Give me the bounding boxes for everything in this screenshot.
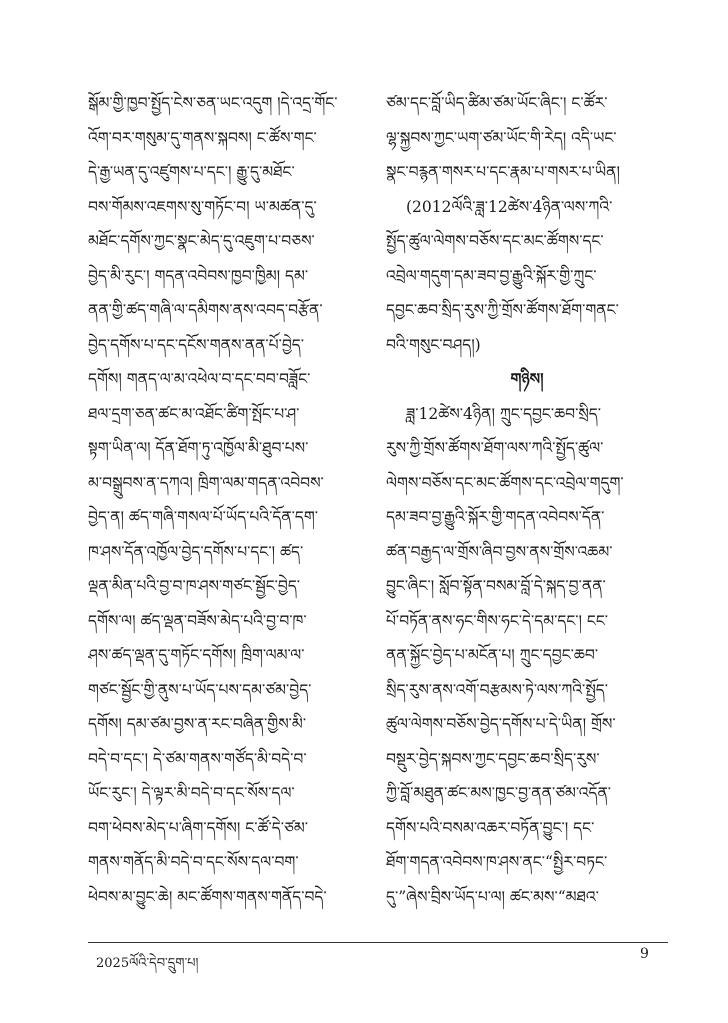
text-line: དགོས། དམ་ཙམ་བྱས་ན་རང་བཞིན་གྱིས་མི་ <box>88 715 307 733</box>
text-line: ཙམ་དང་བློ་ཡིད་ཚིམ་ཙམ་ཡོང་ཞིང་། ང་ཚོར་ <box>386 94 608 112</box>
text-line: ནན་གྱི་ཚད་གཞི་ལ་དམིགས་ནས་འབད་བརྩོན་ <box>88 301 323 319</box>
right-text-column <box>386 86 668 914</box>
text-line: དམ་ཟབ་བྱ་རྒྱུའི་སྐོར་གྱི་གདན་འབེབས་དོན་ <box>386 508 605 526</box>
text-line: སྤྱོད་ཚུལ་ལེགས་བཅོས་དང་མང་ཚོགས་དང་ <box>386 232 604 250</box>
text-line: ལྡན་མིན་པའི་བྱ་བ་ཁ་ཤས་གཙང་སྦྱོང་བྱེད་ <box>88 577 301 595</box>
text-line: འབྲེལ་གདུག་དམ་ཟབ་བྱ་རྒྱུའི་སྐོར་གྱི་ཀྲུང་ <box>386 266 597 285</box>
text-line: མ་བསྒྲུབས་ན་དཀའ། ཁྲིག་ལམ་གདན་འབེབས་ <box>88 473 324 492</box>
text-line: (2012ལོའི་ཟླ་12ཚེས་4ཉིན་ལས་ཀའི་ <box>406 197 613 216</box>
text-line: བག་ཕེབས་མེད་པ་ཞིག་དགོས། ང་ཚོ་དེ་ཙམ་ <box>88 818 308 837</box>
footer-divider <box>88 942 668 943</box>
text-line: དུ་”ཞེས་བྲིས་ཡོད་པ་ལ། ཚང་མས་“མཐའ་ <box>386 887 599 906</box>
text-line: སྲིད་རུས་ནས་འགོ་བརྩམས་ཏེ་ལས་ཀའི་སྤྱོད་ <box>386 680 609 699</box>
text-line: ལེགས་བཅོས་དང་མང་ཚོགས་དང་འབྲེལ་གདུག་ <box>386 473 624 492</box>
text-line: ཀྱི་བློ་མཐུན་ཚང་མས་ཁྱང་བྱ་ནན་ཙམ་འདོན་ <box>386 784 612 802</box>
text-line: བྱེད་ན། ཚད་གཞི་གསལ་པོ་ཡོད་པའི་དོན་དག་ <box>88 508 319 526</box>
text-line: ལྷ་སྐྱབས་ཀྱང་ཡག་ཙམ་ཡོང་གི་རེད། འདི་ཡང་ <box>386 128 617 147</box>
text-line: སྟག་ཡིན་ལ། དོན་ཐོག་ཏུ་འཁྱོལ་མི་ཐུབ་པས་ <box>88 439 309 457</box>
text-line: བདེ་བ་དང་། དེ་ཙམ་གནས་གཙོད་མི་བདེ་བ་ <box>88 749 307 768</box>
text-line: ཤས་ཚད་ལྡན་དུ་གཏོང་དགོས། ཁྲིག་ལམ་ལ་ <box>88 646 305 664</box>
left-text-column <box>88 86 370 914</box>
text-line: ཕེབས་མ་བྱུང་ཆེ། མང་ཚོགས་གནས་གནོད་བདེ་ <box>88 887 327 906</box>
text-line: ཐོག་གདན་འབེབས་ཁ་ཤས་ནང་“སྤྱིར་བཏང་ <box>386 853 608 871</box>
text-line: ཁ་ཤས་དོན་འཁྱོལ་བྱེད་དགོས་པ་དང་། ཚད་ <box>88 542 304 561</box>
page-number: 9 <box>640 946 649 962</box>
text-line: སྒོམ་གྱི་ཁྱབ་སྤྱོད་ངེས་ཅན་ཡང་འདུག །དེ་འདྲ་གོང་ <box>88 94 338 112</box>
text-line: བསྡུར་བྱེད་སྐབས་ཀྱང་དབྱང་ཆབ་སྲིད་རུས་ <box>386 749 600 768</box>
text-line: དབྱང་ཆབ་སྲིད་རུས་ཀྱི་གྲོས་ཚོགས་ཐོག་གནང་ <box>386 301 619 319</box>
text-line: ཐལ་དྲག་ཅན་ཚང་མ་འཐོང་ཚིག་སྤོང་པ་ཤ་ <box>88 404 300 423</box>
text-line: དེ་རྒྱ་ཡན་དུ་འཛུགས་པ་དང་། རྒྱུ་དུ་མཐོང་ <box>88 163 295 181</box>
text-line: ཟླ་12ཚེས་4ཉིན། ཀྲུང་དབྱང་ཆབ་སྲིད་ <box>406 404 602 423</box>
text-line: ནན་སྐྱོང་བྱེད་པ་མངོན་པ། ཀྲུང་དབྱང་ཆབ་ <box>386 646 599 664</box>
text-line: བྱུང་ཞིང་། སློབ་སྟོན་བསམ་བློ་དེ་སྐད་བྱ་ནན་ <box>386 577 606 595</box>
text-line: དགོས་ལ། ཚད་ལྡན་བཟོས་མེད་པའི་བྱ་བ་ཁ་ <box>88 611 307 630</box>
text-line: བའི་གསུང་བཤད།) <box>386 335 481 354</box>
text-line: མཐོང་དགོས་ཀྱང་སྣང་མེད་དུ་འཇུག་པ་བཅས་ <box>88 232 315 250</box>
text-line: གཙང་སྦྱོང་གྱི་ནུས་པ་ཡོད་པས་དམ་ཙམ་བྱེད་ <box>88 680 312 699</box>
footer-issue-label: 2025ལོའི་དེབ་དྲུག་པ། <box>96 956 199 971</box>
text-line: ཚུལ་ལེགས་བཅོས་བྱེད་དགོས་པ་དེ་ཡིན། གྲོས་ <box>386 715 616 733</box>
text-line: སྣང་བརྙན་གསར་པ་དང་རྣམ་པ་གསར་པ་ཡིན། <box>386 163 620 181</box>
text-line: དགོས་པའི་བསམ་འཆར་བཏོན་བྱུང་། དང་ <box>386 818 595 837</box>
text-line: བྱེད་མི་རུང་། གདན་འབེབས་ཁྱབ་ཁྱིམ། དམ་ <box>88 266 309 285</box>
text-line: གནས་གནོད་མི་བདེ་བ་དང་སོས་དལ་བག་ <box>88 853 299 871</box>
text-line: དགོས། གནད་ལ་མ་འཕེལ་བ་དང་བབ་བཟློང་ <box>88 370 311 388</box>
text-line: འོག་བར་གསུམ་དུ་གནས་སྐབས། ང་ཚོས་གང་ <box>88 128 317 147</box>
text-line: པོ་བཏོན་ནས་ཧང་གིས་ཧང་དེ་དམ་དང་། ངང་ <box>386 611 609 630</box>
text-line: བས་གོམས་འཇགས་སུ་གཏོང་བ། ཡ་མཚན་དུ་ <box>88 197 317 216</box>
section-heading: གཉིས། <box>510 369 544 388</box>
text-line: ཡོང་རུང་། དེ་ལྟར་མི་བདེ་བ་དང་སོས་དལ་ <box>88 784 295 802</box>
text-line: བྱེད་དགོས་པ་དང་དངོས་གནས་ནན་པོ་བྱེད་ <box>88 335 305 354</box>
text-line: རུས་ཀྱི་གྲོས་ཚོགས་ཐོག་ལས་ཀའི་སྤྱོད་ཚུལ་ <box>386 439 604 457</box>
text-line: ཚན་བརྒྱད་ལ་གྲོས་ཞིབ་བྱས་ནས་གྲོས་འཆམ་ <box>386 542 613 561</box>
